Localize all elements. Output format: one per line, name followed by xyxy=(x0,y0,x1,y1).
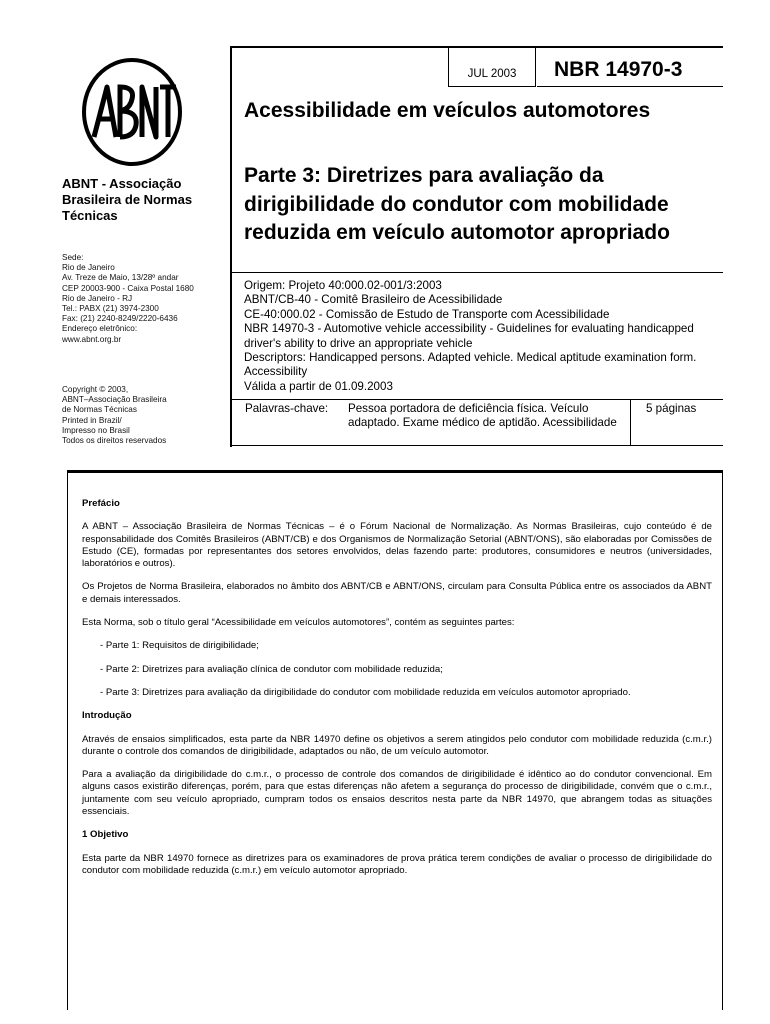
paragraph: Os Projetos de Norma Brasileira, elaborados no âmbito dos ABNT/CB e ABNT/ONS, circulam para Consulta Pública entre os associados da ABNT e demais interessados. xyxy=(82,581,712,605)
objective-heading: 1 Objetivo xyxy=(82,829,129,841)
publication-date: JUL 2003 xyxy=(448,47,536,87)
keywords-separator xyxy=(630,400,631,446)
preface-heading: Prefácio xyxy=(82,498,120,509)
document-body xyxy=(82,498,712,888)
list-item: - Parte 1: Requisitos de dirigibilidade; xyxy=(100,640,259,652)
keywords-text: Pessoa portadora de deficiência física. Veículo adaptado. Exame médico de aptidão. Acessibilidade xyxy=(348,402,617,430)
origin-line: Origem: Projeto 40:000.02-001/3:2003 xyxy=(244,279,442,292)
sede-address: Sede: Rio de Janeiro Av. Treze de Maio, 13/28º andar CEP 20003-900 - Caixa Postal 1680 Rio de Janeiro - RJ Tel.: PABX (21) 3974-2300 Fax: (21) 2240-8249/2220-6436 Endereço eletrônico: www.abnt.org.br xyxy=(62,253,194,344)
english-title: NBR 14970-3 - Automotive vehicle accessibility - Guidelines for evaluating handicapped driver's ability to drive an appropriate vehicle xyxy=(244,322,694,350)
descriptors: Descriptors: Handicapped persons. Adapted vehicle. Medical aptitude examination form. Accessibility xyxy=(244,351,697,379)
list-item: - Parte 2: Diretrizes para avaliação clínica de condutor com mobilidade reduzida; xyxy=(100,663,443,675)
document-subtitle: Parte 3: Diretrizes para avaliação da dirigibilidade do condutor com mobilidade reduzida em veículo automotor apropriado xyxy=(244,164,670,244)
title-divider xyxy=(232,272,723,273)
standard-code: NBR 14970-3 xyxy=(537,47,723,87)
paragraph: Através de ensaios simplificados, esta parte da NBR 14970 define os objetivos a serem atingidos pelo condutor com mobilidade reduzida (c.m.r.) durante o controle dos comandos de dirigibilidade, adaptados ou não, de um veículo automotor. xyxy=(82,733,712,757)
paragraph: A ABNT – Associação Brasileira de Normas Técnicas – é o Fórum Nacional de Normalização. As Normas Brasileiras, cujo conteúdo é de responsabilidade dos Comitês Brasileiros (ABNT/CB) e dos Organismos de Normalização Setorial (ABNT/ONS), são elaboradas por Comissões de Estudo (CE), formadas por representantes dos setores envolvidos, delas fazendo parte: produtores, consumidores e neutros (universidades, laboratórios e outros). xyxy=(82,521,712,570)
page-count: 5 páginas xyxy=(646,402,697,415)
paragraph: Esta Norma, sob o título geral “Acessibilidade em veículos automotores”, contém as seguintes partes: xyxy=(82,617,515,629)
keywords-label: Palavras-chave: xyxy=(245,402,329,415)
committee-line: ABNT/CB-40 - Comitê Brasileiro de Acessibilidade xyxy=(244,293,503,307)
commission-line: CE-40:000.02 - Comissão de Estudo de Transporte com Acessibilidade xyxy=(244,307,610,321)
document-title: Acessibilidade em veículos automotores xyxy=(244,99,651,122)
copyright-notice: Copyright © 2003, ABNT–Associação Brasileira de Normas Técnicas Printed in Brazil/ Impresso no Brasil Todos os direitos reservados xyxy=(62,385,167,446)
validity-date: Válida a partir de 01.09.2003 xyxy=(244,379,393,393)
document-metadata xyxy=(244,279,722,394)
paragraph: Para a avaliação da dirigibilidade do c.m.r., o processo de controle dos comandos de dirigibilidade é idêntico ao do condutor convencional. Em alguns casos existirão diferenças, porém, para que estas diferenças não afetem a segurança do processo de dirigibilidade, convém que o c.m.r., juntamente com seu veículo apropriado, cumpram todos os ensaios descritos nesta parte da NBR 14970, que abrangem todas as situações essenciais. xyxy=(82,769,712,818)
organization-name: ABNT - Associação Brasileira de Normas Técnicas xyxy=(62,176,193,223)
introduction-heading: Introdução xyxy=(82,710,132,722)
header-left-rule xyxy=(230,47,232,447)
list-item: - Parte 3: Diretrizes para avaliação da dirigibilidade do condutor com mobilidade reduzida em veículos automotor apropriado. xyxy=(100,686,631,698)
abnt-logo xyxy=(80,57,184,167)
paragraph: Esta parte da NBR 14970 fornece as diretrizes para os examinadores de prova prática terem condições de avaliar o processo de dirigibilidade do condutor com mobilidade reduzida (c.m.r.) em veículo automotor apropriado. xyxy=(82,852,712,876)
